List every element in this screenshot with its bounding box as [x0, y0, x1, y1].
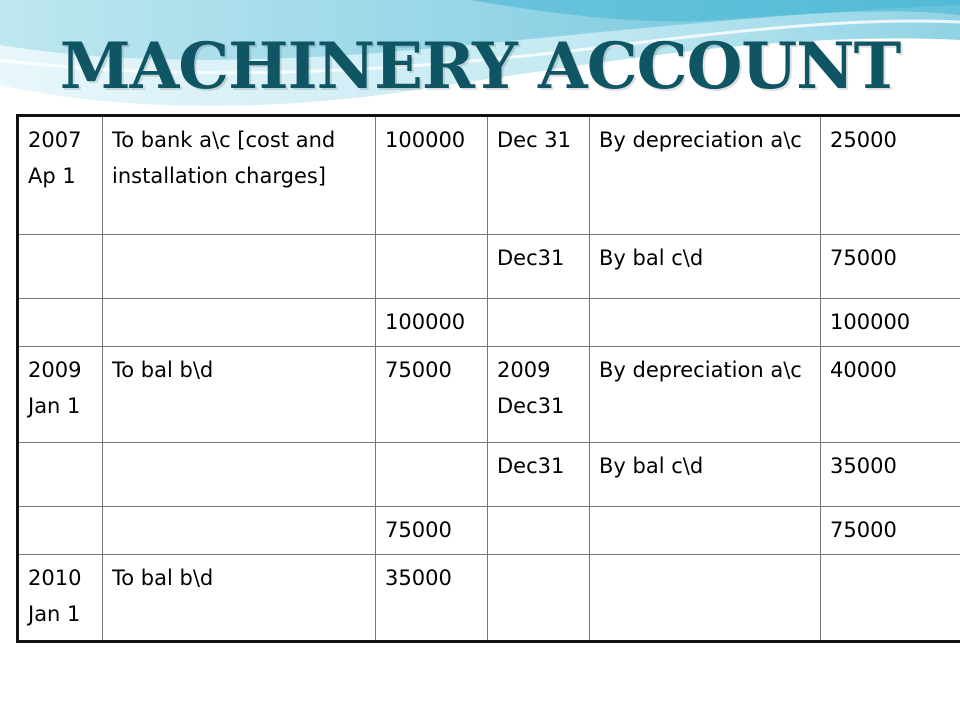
amount-cell: [821, 555, 960, 641]
date-cell: Dec 31: [488, 117, 590, 235]
table-row: [19, 443, 960, 507]
amount-cell: 40000: [821, 347, 960, 443]
particulars-cell: [103, 235, 376, 299]
amount-cell: [376, 443, 488, 507]
particulars-cell: By bal c\d: [590, 443, 821, 507]
page-title: MACHINERY ACCOUNT: [59, 29, 901, 104]
particulars-cell: [590, 555, 821, 641]
amount-cell: 100000: [376, 117, 488, 235]
particulars-cell: To bal b\d: [103, 555, 376, 641]
amount-cell: 35000: [821, 443, 960, 507]
amount-cell: 25000: [821, 117, 960, 235]
date-cell: 2009 Dec31: [488, 347, 590, 443]
date-cell: [19, 443, 103, 507]
amount-cell: 75000: [376, 507, 488, 555]
date-cell: Dec31: [488, 235, 590, 299]
date-cell: [488, 299, 590, 347]
amount-cell: [376, 235, 488, 299]
date-cell: 2009 Jan 1: [19, 347, 103, 443]
amount-cell: 75000: [821, 235, 960, 299]
date-cell: 2007 Ap 1: [19, 117, 103, 235]
table-row: [19, 299, 960, 347]
table-row: [19, 117, 960, 235]
amount-cell: 100000: [821, 299, 960, 347]
particulars-cell: [103, 299, 376, 347]
table-row: [19, 555, 960, 641]
particulars-cell: By depreciation a\c: [590, 117, 821, 235]
particulars-cell: To bank a\c [cost and installation charges]: [103, 117, 376, 235]
date-cell: Dec31: [488, 443, 590, 507]
date-cell: [488, 507, 590, 555]
machinery-ledger-table: [18, 116, 960, 641]
particulars-cell: [590, 507, 821, 555]
particulars-cell: To bal b\d: [103, 347, 376, 443]
date-cell: [19, 507, 103, 555]
particulars-cell: [103, 507, 376, 555]
particulars-cell: [590, 299, 821, 347]
particulars-cell: By bal c\d: [590, 235, 821, 299]
particulars-cell: By depreciation a\c: [590, 347, 821, 443]
amount-cell: 75000: [821, 507, 960, 555]
amount-cell: 35000: [376, 555, 488, 641]
particulars-cell: [103, 443, 376, 507]
date-cell: [19, 299, 103, 347]
date-cell: [488, 555, 590, 641]
date-cell: [19, 235, 103, 299]
table-row: [19, 507, 960, 555]
amount-cell: 75000: [376, 347, 488, 443]
table-row: [19, 235, 960, 299]
table-row: [19, 347, 960, 443]
date-cell: 2010 Jan 1: [19, 555, 103, 641]
amount-cell: 100000: [376, 299, 488, 347]
